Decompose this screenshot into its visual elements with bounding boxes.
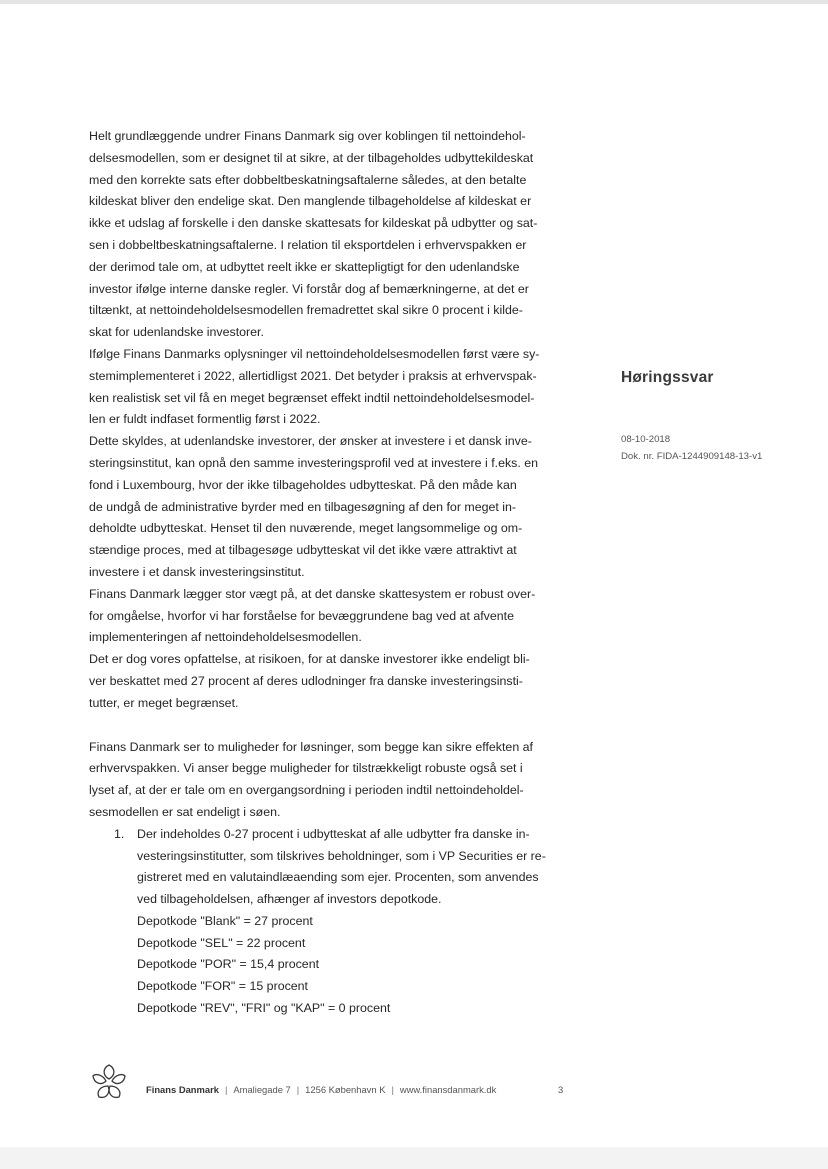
text-line: Finans Danmark lægger stor vægt på, at det danske skattesystem er robust over- xyxy=(89,586,536,601)
text-line: Finans Danmark ser to muligheder for løsninger, som begge kan sikre effekten af xyxy=(89,739,533,754)
page-footer xyxy=(89,1062,589,1108)
text-line: implementeringen af nettoindeholdelsesmodellen. xyxy=(89,630,362,645)
text-line: investor ifølge interne danske regler. Vi forstår dog af bemærkningerne, at det er xyxy=(89,281,529,296)
text-line: delsesmodellen, som er designet til at sikre, at der tilbageholdes udbyttekildeskat xyxy=(89,150,534,165)
text-line: Ifølge Finans Danmarks oplysninger vil nettoindeholdelsesmodellen først være sy- xyxy=(89,346,540,361)
footer-postal: 1256 København K xyxy=(305,1084,386,1095)
text-line: deholdte udbytteskat. Henset til den nuværende, meget langsommelige og om- xyxy=(89,521,523,536)
text-line: lyset af, at der er tale om en overgangsordning i perioden indtil nettoindeholdel- xyxy=(89,783,524,798)
text-line: for omgåelse, hvorfor vi har forståelse for bevæggrundene bag ved at afvente xyxy=(89,608,514,623)
paragraph-robust-tax-system xyxy=(89,584,567,649)
footer-contact-line xyxy=(146,1084,496,1095)
solutions-list xyxy=(89,824,567,911)
footer-separator: | xyxy=(224,1084,228,1095)
text-line: investere i et dansk investeringsinstitut. xyxy=(89,564,305,579)
paragraph-implementation-timeline xyxy=(89,344,567,431)
page-top-edge xyxy=(0,0,828,4)
text-line: de undgå de administrative byrder med en tilbagesøgning af den for meget in- xyxy=(89,499,517,514)
document-date: 08-10-2018 xyxy=(621,434,671,445)
list-item xyxy=(89,824,567,911)
footer-address: Amaliegade 7 xyxy=(233,1084,291,1095)
text-line: skat for udenlandske investorer. xyxy=(89,325,264,340)
text-line: len er fuldt indfaset formentlig først i 2022. xyxy=(89,412,321,427)
text-line: vesteringsinstitutter, som tilskrives beholdninger, som i VP Securities er re- xyxy=(137,848,546,863)
document-body xyxy=(89,126,567,1020)
text-line: med den korrekte sats efter dobbeltbeskatningsaftalerne således, at den betalte xyxy=(89,172,527,187)
page-bottom-edge xyxy=(0,1147,828,1169)
page-number: 3 xyxy=(558,1084,564,1095)
text-line: sen i dobbeltbeskatningsaftalerne. I relation til eksportdelen i erhvervspakken er xyxy=(89,237,527,252)
paragraph-foreign-investors xyxy=(89,431,567,584)
text-line: Det er dog vores opfattelse, at risikoen, for at danske investorer ikke endeligt bli- xyxy=(89,652,530,667)
footer-org-name: Finans Danmark xyxy=(146,1084,219,1095)
paragraph-two-solutions xyxy=(89,737,567,824)
depot-code-line: Depotkode "POR" = 15,4 procent xyxy=(137,957,320,972)
text-line: ver beskattet med 27 procent af deres udlodninger fra danske investeringsinsti- xyxy=(89,673,523,688)
depot-code-line: Depotkode "REV", "FRI" og "KAP" = 0 procent xyxy=(137,1001,391,1016)
document-number: Dok. nr. FIDA-1244909148-13-v1 xyxy=(621,451,763,462)
text-line: kildeskat bliver den endelige skat. Den manglende tilbageholdelse af kildeskat er xyxy=(89,194,532,209)
paragraph-section-1 xyxy=(89,126,567,715)
text-line: tiltænkt, at nettoindeholdelsesmodellen fremadrettet skal sikre 0 procent i kilde- xyxy=(89,303,523,318)
text-line: ken realistisk set vil få en meget begrænset effekt indtil nettoindeholdelsesmodel- xyxy=(89,390,535,405)
depot-code-line: Depotkode "FOR" = 15 procent xyxy=(137,979,309,994)
text-line: der derimod tale om, at udbyttet reelt ikke er skattepligtigt for den udenlandske xyxy=(89,259,520,274)
depot-code-line: Depotkode "Blank" = 27 procent xyxy=(137,913,313,928)
text-line: sesmodellen er sat endeligt i søen. xyxy=(89,804,281,819)
text-line: stemimplementeret i 2022, allertidligst 2021. Det betyder i praksis at erhvervspak- xyxy=(89,368,537,383)
text-line: Der indeholdes 0-27 procent i udbytteskat af alle udbytter fra danske in- xyxy=(137,826,530,841)
document-type-heading: Høringssvar xyxy=(621,369,714,386)
list-item-number: 1. xyxy=(114,826,125,841)
paragraph-netto-model xyxy=(89,126,567,344)
footer-website-link[interactable]: www.finansdanmark.dk xyxy=(399,1084,497,1095)
text-line: gistreret med en valutaindlæaending som ejer. Procenten, som anvendes xyxy=(137,870,539,885)
text-line: steringsinstitut, kan opnå den samme investeringsprofil ved at investere i f.eks. en xyxy=(89,455,539,470)
text-line: Helt grundlæggende undrer Finans Danmark sig over koblingen til nettoindehol- xyxy=(89,129,526,143)
text-line: erhvervspakken. Vi anser begge muligheder for tilstrækkeligt robuste også set i xyxy=(89,761,523,776)
text-line: Dette skyldes, at udenlandske investorer, der ønsker at investere i et dansk inve- xyxy=(89,434,532,449)
finans-danmark-logo-icon xyxy=(89,1062,129,1102)
text-line: stændige proces, med at tilbagesøge udbytteskat vil det ikke være attraktivt at xyxy=(89,543,517,558)
text-line: fond i Luxembourg, hvor der ikke tilbageholdes udbytteskat. På den måde kan xyxy=(89,477,517,492)
text-line: ved tilbageholdelsen, afhænger af investors depotkode. xyxy=(137,892,442,907)
depot-code-list xyxy=(89,911,567,1020)
paragraph-spacer xyxy=(89,715,567,737)
text-line: tutter, er meget begrænset. xyxy=(89,695,239,710)
paragraph-risk-limited xyxy=(89,649,567,714)
footer-separator: | xyxy=(391,1084,394,1095)
footer-separator: | xyxy=(296,1084,300,1095)
depot-code-line: Depotkode "SEL" = 22 procent xyxy=(137,935,306,950)
text-line: ikke et udslag af forskelle i den danske skattesats for kildeskat på udbytter og sat- xyxy=(89,216,538,231)
